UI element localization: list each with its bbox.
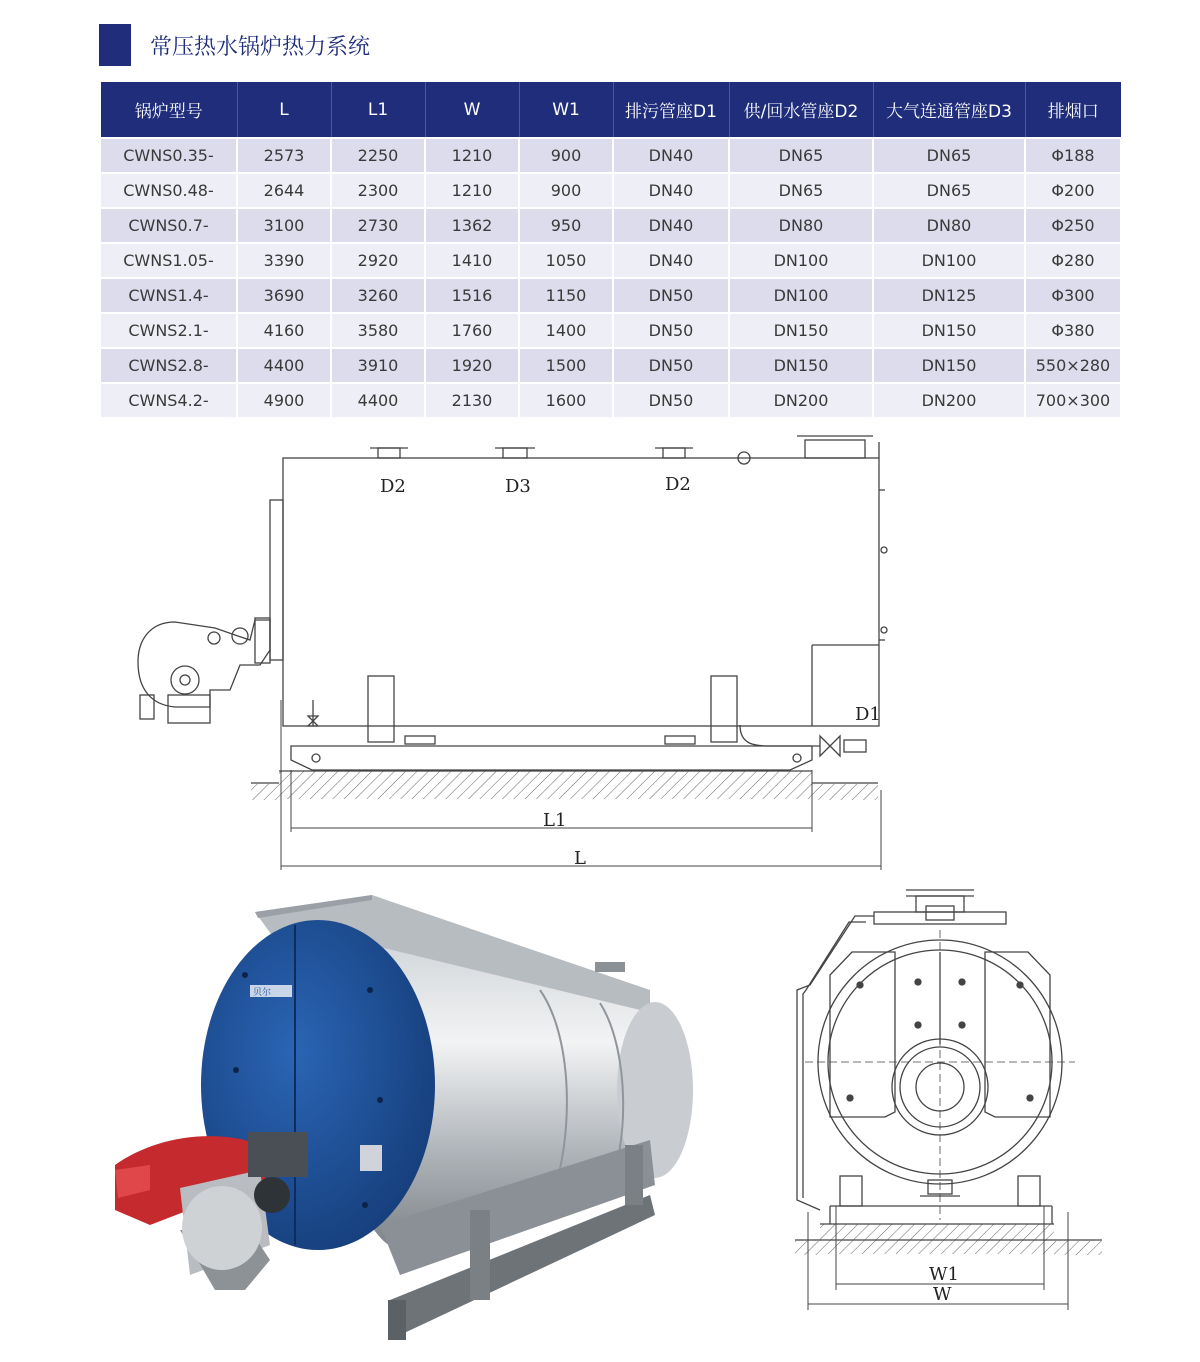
table-cell: DN50 [613, 348, 729, 383]
table-cell: CWNS2.8- [101, 348, 237, 383]
table-cell: 1362 [425, 208, 519, 243]
table-cell: 1760 [425, 313, 519, 348]
table-cell: 3580 [331, 313, 425, 348]
table-cell: 700×300 [1025, 383, 1121, 417]
table-cell: Φ280 [1025, 243, 1121, 278]
table-cell: 2250 [331, 138, 425, 173]
table-cell: 3910 [331, 348, 425, 383]
table-cell: 1050 [519, 243, 613, 278]
table-cell: Φ300 [1025, 278, 1121, 313]
boiler-photo [115, 895, 693, 1340]
table-cell: DN65 [729, 173, 873, 208]
column-header: 锅炉型号 [101, 82, 237, 138]
table-cell: Φ188 [1025, 138, 1121, 173]
table-cell: DN40 [613, 243, 729, 278]
table-cell: 4400 [331, 383, 425, 417]
column-header: W1 [519, 82, 613, 138]
table-cell: DN100 [729, 278, 873, 313]
table-cell: 2573 [237, 138, 331, 173]
table-cell: 3390 [237, 243, 331, 278]
table-cell: 1920 [425, 348, 519, 383]
table-cell: DN150 [873, 348, 1025, 383]
table-cell: 1500 [519, 348, 613, 383]
label-d2-right: D2 [665, 474, 691, 495]
table-cell: DN200 [873, 383, 1025, 417]
table-cell: 4160 [237, 313, 331, 348]
table-cell: 950 [519, 208, 613, 243]
table-cell: CWNS1.05- [101, 243, 237, 278]
table-cell: Φ250 [1025, 208, 1121, 243]
table-cell: DN100 [873, 243, 1025, 278]
table-cell: 2130 [425, 383, 519, 417]
table-cell: 1410 [425, 243, 519, 278]
table-cell: 4900 [237, 383, 331, 417]
table-cell: CWNS0.35- [101, 138, 237, 173]
table-cell: DN80 [873, 208, 1025, 243]
column-header: 排烟口 [1025, 82, 1121, 138]
table-cell: CWNS0.7- [101, 208, 237, 243]
table-cell: 2730 [331, 208, 425, 243]
table-cell: DN40 [613, 138, 729, 173]
table-cell: 1210 [425, 173, 519, 208]
column-header: 大气连通管座D3 [873, 82, 1025, 138]
table-cell: 1516 [425, 278, 519, 313]
table-cell: 900 [519, 138, 613, 173]
table-cell: CWNS1.4- [101, 278, 237, 313]
table-cell: 1150 [519, 278, 613, 313]
table-cell: DN50 [613, 313, 729, 348]
label-l: L [574, 848, 586, 869]
table-cell: 3690 [237, 278, 331, 313]
table-cell: 900 [519, 173, 613, 208]
column-header: L1 [331, 82, 425, 138]
table-cell: DN50 [613, 383, 729, 417]
table-cell: CWNS2.1- [101, 313, 237, 348]
label-l1: L1 [543, 810, 567, 831]
table-cell: 2300 [331, 173, 425, 208]
table-cell: DN65 [873, 138, 1025, 173]
table-cell: 2920 [331, 243, 425, 278]
table-cell: DN40 [613, 208, 729, 243]
table-cell: DN100 [729, 243, 873, 278]
table-cell: DN150 [873, 313, 1025, 348]
label-d3: D3 [505, 476, 531, 497]
table-cell: DN50 [613, 278, 729, 313]
table-cell: DN200 [729, 383, 873, 417]
table-cell: 1600 [519, 383, 613, 417]
table-cell: CWNS4.2- [101, 383, 237, 417]
table-cell: 3100 [237, 208, 331, 243]
label-w1: W1 [929, 1264, 959, 1285]
label-w: W [933, 1284, 952, 1305]
side-view-drawing [138, 436, 887, 870]
table-cell: 3260 [331, 278, 425, 313]
front-view-drawing [795, 890, 1102, 1310]
table-cell: 1210 [425, 138, 519, 173]
table-cell: 4400 [237, 348, 331, 383]
column-header: 供/回水管座D2 [729, 82, 873, 138]
table-cell: Φ380 [1025, 313, 1121, 348]
table-cell: 2644 [237, 173, 331, 208]
table-cell: DN125 [873, 278, 1025, 313]
label-d1: D1 [855, 704, 881, 725]
table-cell: 1400 [519, 313, 613, 348]
table-cell: DN40 [613, 173, 729, 208]
table-cell: 550×280 [1025, 348, 1121, 383]
table-cell: DN150 [729, 313, 873, 348]
column-header: W [425, 82, 519, 138]
front-view-labels [929, 1264, 959, 1305]
page-title: 常压热水锅炉热力系统 [150, 35, 371, 60]
table-cell: DN150 [729, 348, 873, 383]
column-header: L [237, 82, 331, 138]
table-cell: DN80 [729, 208, 873, 243]
table-cell: DN65 [873, 173, 1025, 208]
table-cell: Φ200 [1025, 173, 1121, 208]
table-cell: DN65 [729, 138, 873, 173]
table-cell: CWNS0.48- [101, 173, 237, 208]
label-d2-left: D2 [380, 476, 406, 497]
column-header: 排污管座D1 [613, 82, 729, 138]
boiler-brand-badge: 贝尔 [253, 988, 272, 998]
